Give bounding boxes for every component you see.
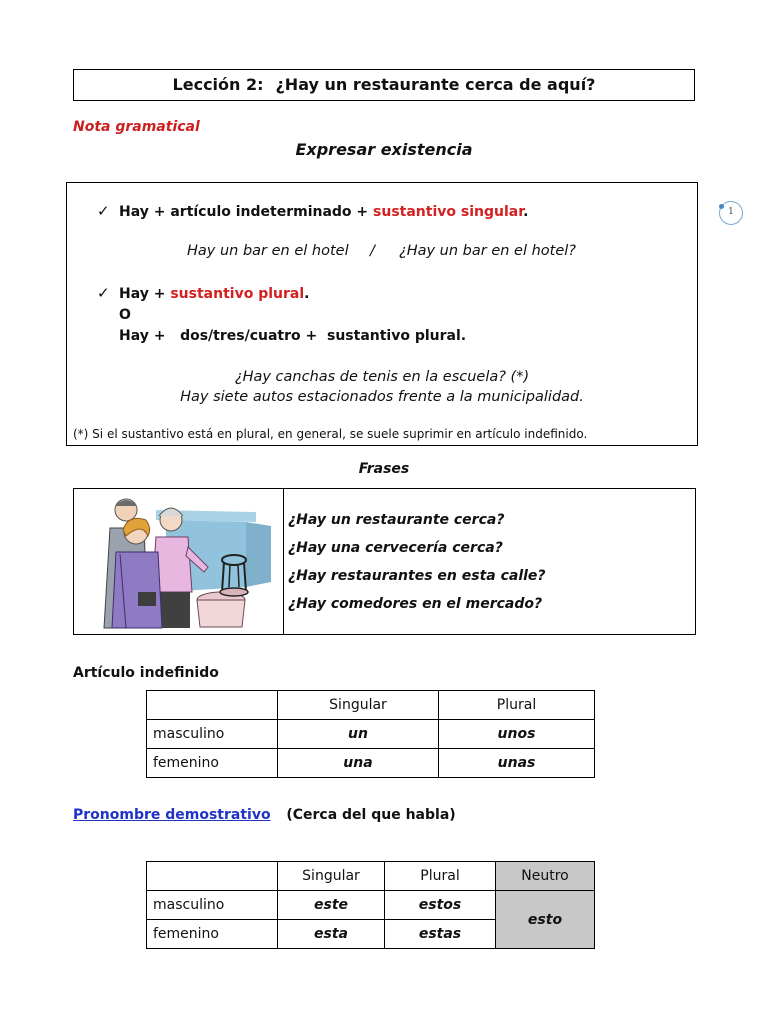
example-bar-question: ¿Hay un bar en el hotel? <box>399 243 576 259</box>
rule-or: O <box>119 307 131 323</box>
table-row <box>147 720 595 749</box>
cell-plural: unos <box>439 720 595 749</box>
footnote: (*) Si el sustantivo está en plural, en general, se suele suprimir en artículo indefinido. <box>73 427 588 441</box>
rule-plural-highlight: sustantivo plural <box>170 286 305 302</box>
row-label: masculino <box>147 720 278 749</box>
comment-anchor-dot <box>719 204 724 209</box>
cell-singular: una <box>278 749 439 778</box>
articulo-indefinido-title: Artículo indefinido <box>73 665 219 681</box>
demostrativo-note: (Cerca del que habla) <box>286 807 456 823</box>
header-neutro: Neutro <box>496 862 595 891</box>
lesson-question: ¿Hay un restaurante cerca de aquí? <box>275 75 596 94</box>
example-canchas: ¿Hay canchas de tenis en la escuela? (*) <box>234 369 530 385</box>
pronombre-demostrativo-link[interactable]: Pronombre demostrativo <box>73 807 271 823</box>
table-row <box>147 691 595 720</box>
phrase-item: ¿Hay un restaurante cerca? <box>288 512 505 528</box>
rule-singular-suffix: . <box>523 204 529 220</box>
section-title: Expresar existencia <box>295 140 473 159</box>
cell-plural: unas <box>439 749 595 778</box>
cell-singular: esta <box>278 920 385 949</box>
header-plural: Plural <box>439 691 595 720</box>
row-label: masculino <box>147 891 278 920</box>
row-label: femenino <box>147 920 278 949</box>
table-corner <box>147 691 278 720</box>
phrase-item: ¿Hay restaurantes en esta calle? <box>288 568 546 584</box>
phrases-divider <box>283 489 284 634</box>
header-plural: Plural <box>385 862 496 891</box>
rule-singular-prefix: Hay + artículo indeterminado + <box>119 204 374 220</box>
comment-marker-icon[interactable]: 1 <box>719 201 743 225</box>
lesson-title-box <box>73 69 695 101</box>
rule-plural-prefix: Hay + <box>119 286 171 302</box>
grammar-box <box>66 182 698 446</box>
checkmark-icon: ✓ <box>97 284 110 302</box>
restaurant-clipart-icon <box>96 492 276 632</box>
cell-singular: un <box>278 720 439 749</box>
cell-neutro: esto <box>496 891 595 949</box>
rule-numbers: Hay + dos/tres/cuatro + sustantivo plural. <box>119 328 467 344</box>
cell-plural: estas <box>385 920 496 949</box>
table-row <box>147 749 595 778</box>
checkmark-icon: ✓ <box>97 202 110 220</box>
phrase-item: ¿Hay una cervecería cerca? <box>288 540 503 556</box>
example-autos: Hay siete autos estacionados frente a la municipalidad. <box>180 389 584 405</box>
demostrativo-heading <box>73 807 456 823</box>
header-singular: Singular <box>278 862 385 891</box>
table-row <box>147 891 595 920</box>
demostrativo-table <box>146 861 595 949</box>
table-corner <box>147 862 278 891</box>
frases-title: Frases <box>358 461 410 477</box>
rule-plural <box>119 286 309 302</box>
cell-plural: estos <box>385 891 496 920</box>
example-bar-statement: Hay un bar en el hotel <box>187 243 349 259</box>
rule-plural-suffix: . <box>304 286 310 302</box>
row-label: femenino <box>147 749 278 778</box>
articulo-indefinido-table <box>146 690 595 778</box>
table-row <box>147 862 595 891</box>
example-separator: / <box>370 243 375 259</box>
rule-singular <box>119 204 528 220</box>
phrases-table <box>73 488 696 635</box>
header-singular: Singular <box>278 691 439 720</box>
rule-singular-highlight: sustantivo singular <box>373 204 524 220</box>
lesson-number: Lección 2: <box>172 75 264 94</box>
cell-singular: este <box>278 891 385 920</box>
phrase-item: ¿Hay comedores en el mercado? <box>288 596 543 612</box>
nota-gramatical-label: Nota gramatical <box>73 119 200 135</box>
